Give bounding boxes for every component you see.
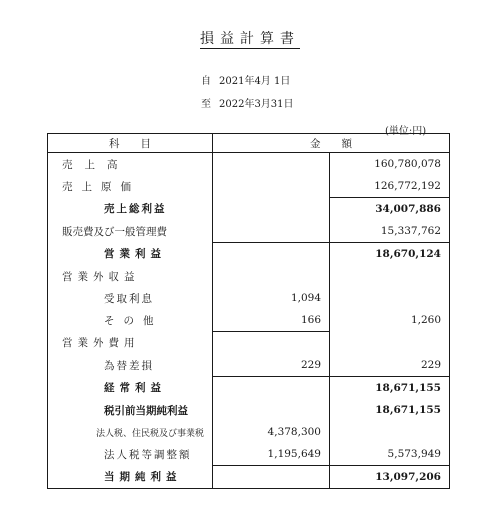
row-detail xyxy=(213,220,330,243)
unit-label: (単位:円) xyxy=(385,126,427,137)
period-to-date: 2022年3月31日 xyxy=(219,99,294,110)
table-row xyxy=(48,309,450,332)
row-label: 売上総利益 xyxy=(104,203,167,216)
period-from-date: 2021年4月 1日 xyxy=(219,76,291,87)
row-label: 営業外費用 xyxy=(62,337,140,350)
table-row xyxy=(48,287,450,309)
row-label: 法人税、住民税及び事業税 xyxy=(96,428,205,439)
header-row xyxy=(48,134,450,153)
row-detail xyxy=(213,153,330,176)
row-total: 18,670,124 xyxy=(330,243,450,266)
table-row xyxy=(48,421,450,443)
row-detail xyxy=(213,399,330,421)
table-row xyxy=(48,399,450,421)
row-detail xyxy=(213,265,330,287)
table-row xyxy=(48,354,450,377)
table-row xyxy=(48,198,450,221)
period-from xyxy=(201,72,290,87)
period-to-label: 至 xyxy=(201,99,211,110)
table-row xyxy=(48,377,450,400)
row-detail: 166 xyxy=(213,309,330,332)
row-total: 18,671,155 xyxy=(330,377,450,400)
row-label: 販売費及び一般管理費 xyxy=(62,225,167,238)
row-detail: 1,195,649 xyxy=(213,443,330,466)
row-total xyxy=(330,265,450,287)
row-detail xyxy=(213,198,330,221)
table-row xyxy=(48,466,450,489)
table-row xyxy=(48,243,450,266)
row-label: 当期純利益 xyxy=(104,471,182,484)
table-row xyxy=(48,220,450,243)
row-label: 売上高 xyxy=(62,158,130,171)
header-item: 科 目 xyxy=(48,134,213,153)
row-detail xyxy=(213,243,330,266)
period-from-label: 自 xyxy=(201,76,211,87)
row-label: 為替差損 xyxy=(104,359,154,372)
row-label: 売上原価 xyxy=(62,180,140,193)
row-total xyxy=(330,287,450,309)
row-total: 18,671,155 xyxy=(330,399,450,421)
row-total: 126,772,192 xyxy=(330,175,450,198)
row-label: 法人税等調整額 xyxy=(104,448,192,461)
row-detail xyxy=(213,466,330,489)
table-row xyxy=(48,443,450,466)
row-total: 229 xyxy=(330,354,450,377)
document-title: 損益計算書 xyxy=(200,31,300,47)
row-detail: 4,378,300 xyxy=(213,421,330,443)
row-total: 160,780,078 xyxy=(330,153,450,176)
row-detail: 229 xyxy=(213,354,330,377)
table-row xyxy=(48,153,450,176)
row-label: 営業外収益 xyxy=(62,270,140,283)
period-to xyxy=(201,95,294,110)
row-detail: 1,094 xyxy=(213,287,330,309)
row-total: 34,007,886 xyxy=(330,198,450,221)
row-label: 経常利益 xyxy=(104,382,166,395)
row-total: 5,573,949 xyxy=(330,443,450,466)
row-label: 営業利益 xyxy=(104,248,166,261)
table-row xyxy=(48,265,450,287)
row-total: 13,097,206 xyxy=(330,466,450,489)
row-total xyxy=(330,421,450,443)
row-total xyxy=(330,332,450,355)
row-detail xyxy=(213,175,330,198)
header-amount: 金 額 xyxy=(213,134,450,153)
income-statement-table xyxy=(47,133,450,489)
row-total: 1,260 xyxy=(330,309,450,332)
table-row xyxy=(48,332,450,355)
row-detail xyxy=(213,332,330,355)
row-label: 税引前当期純利益 xyxy=(104,404,188,417)
table-row xyxy=(48,175,450,198)
row-total: 15,337,762 xyxy=(330,220,450,243)
row-label: 受取利息 xyxy=(104,292,154,305)
row-label: その他 xyxy=(104,314,163,327)
row-detail xyxy=(213,377,330,400)
